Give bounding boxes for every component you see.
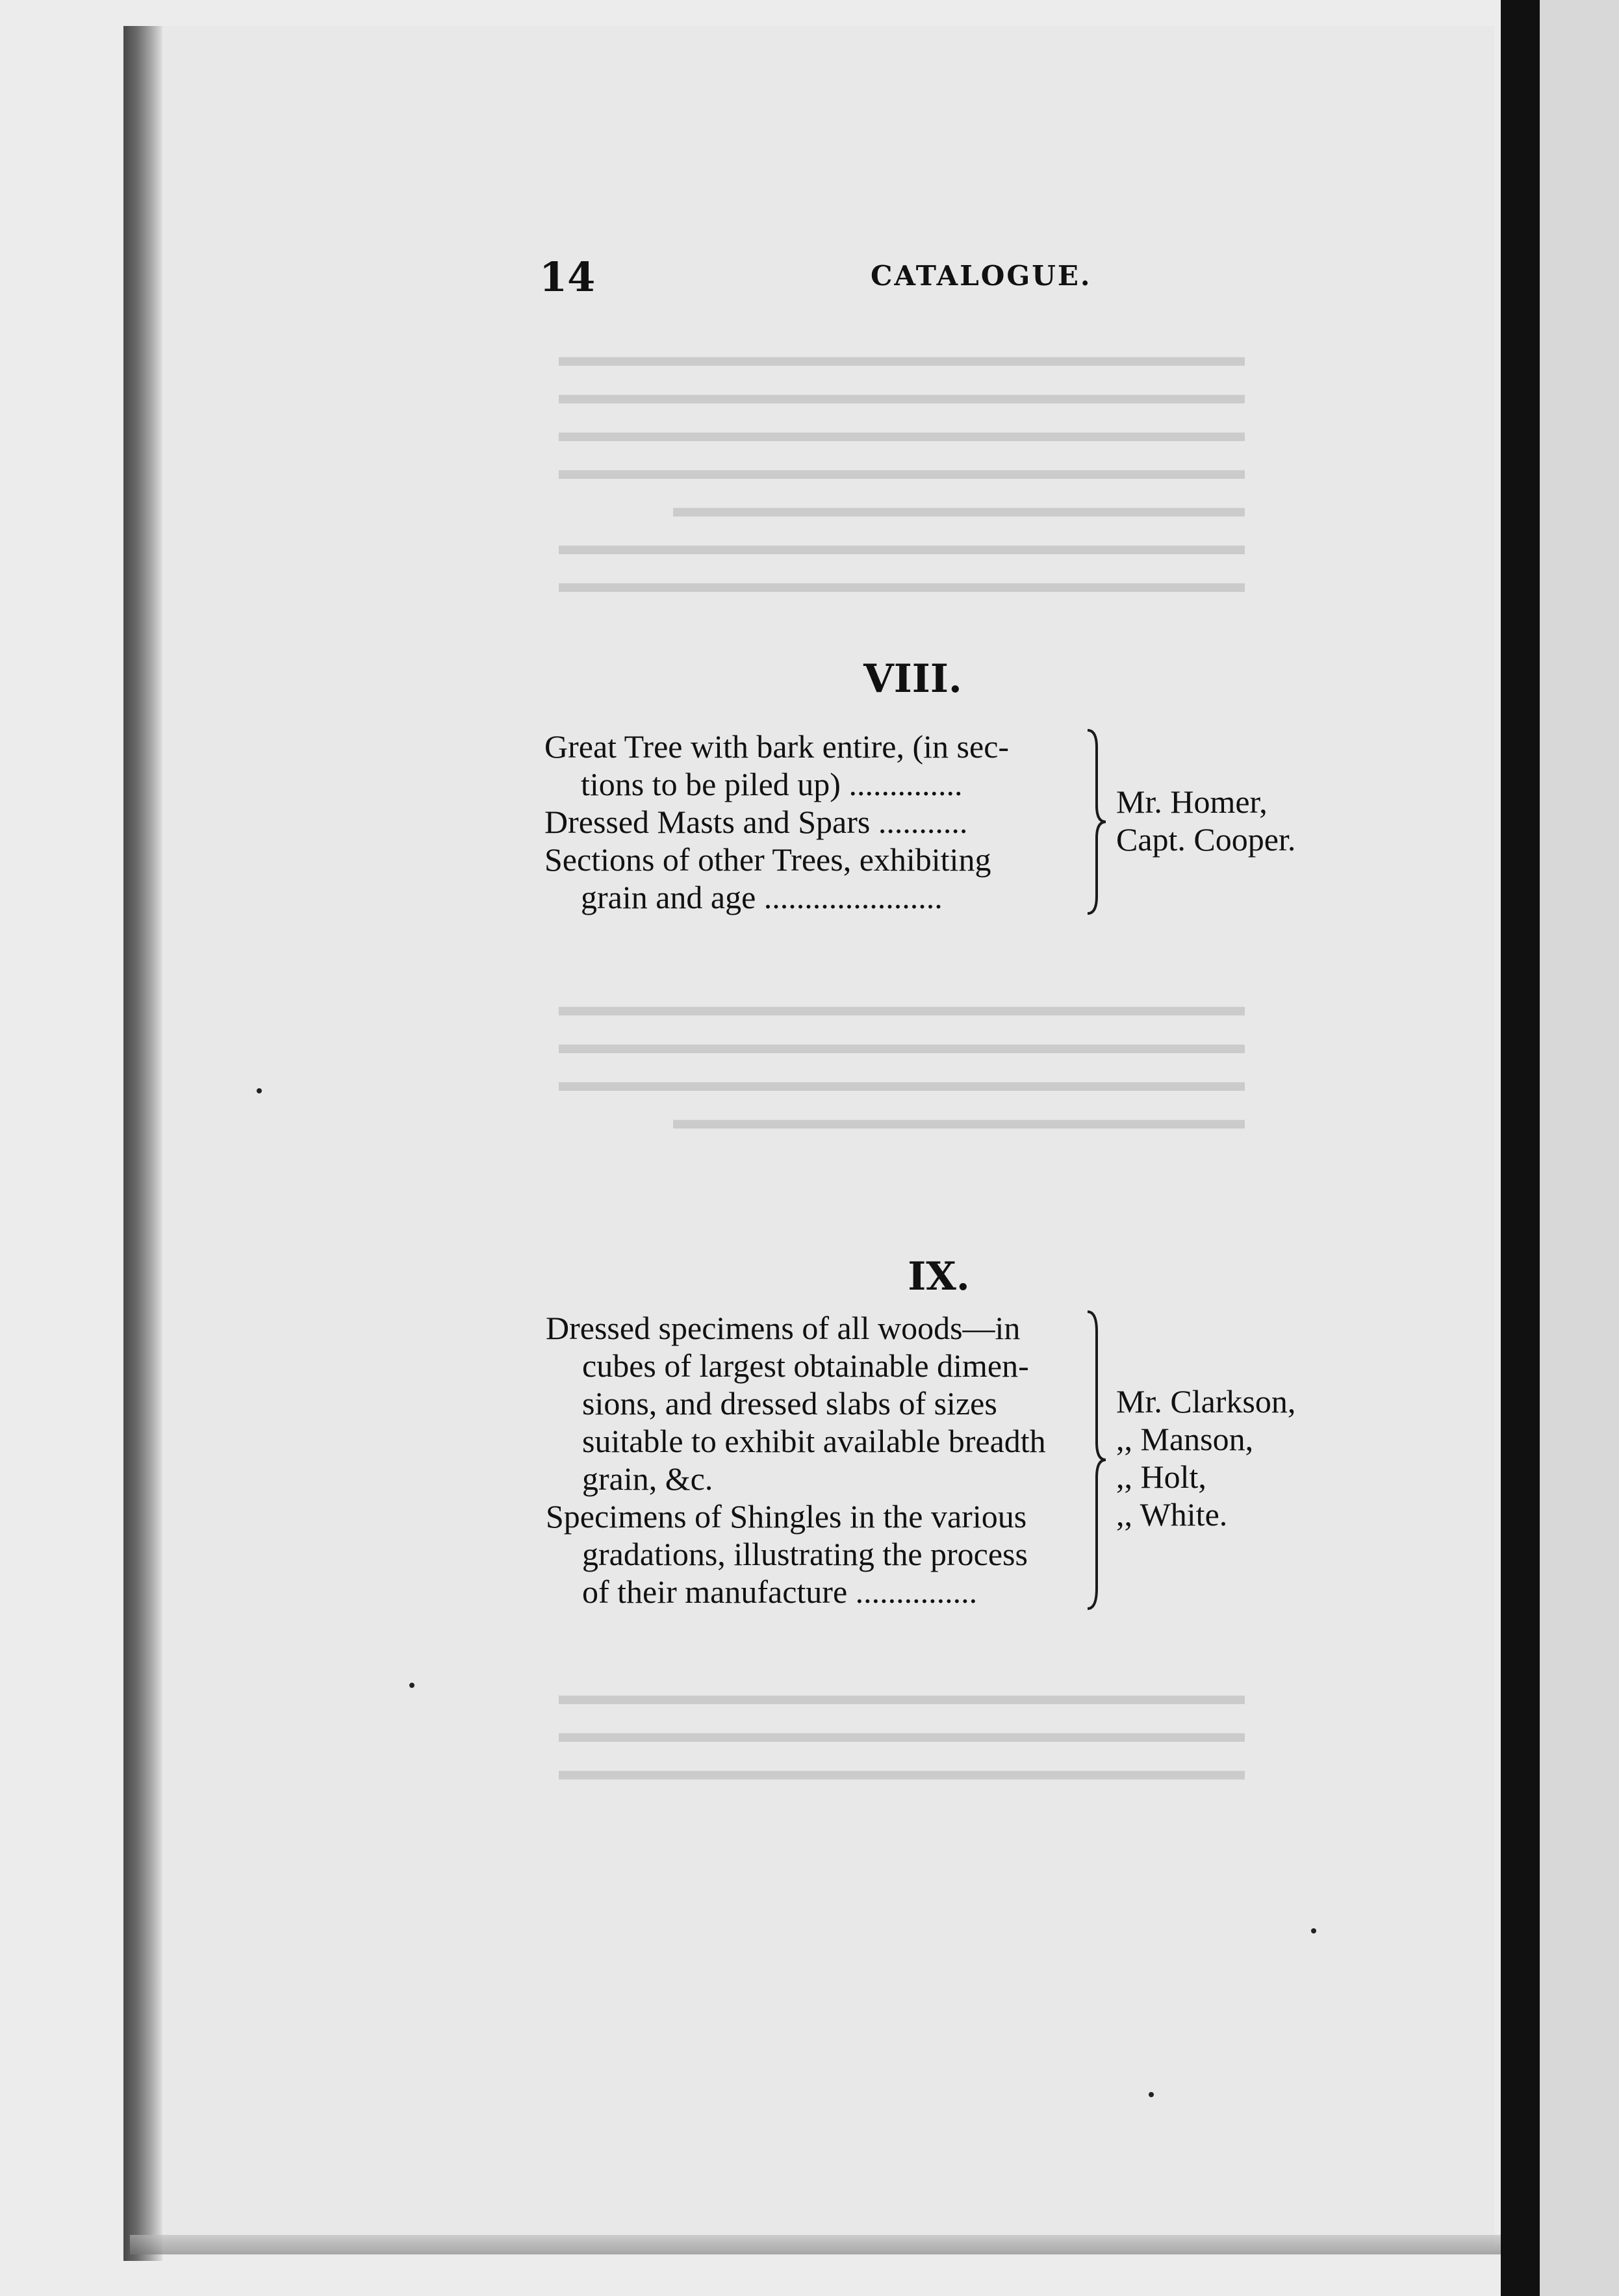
book-gutter-shadow — [123, 26, 162, 2261]
scan-speck — [1149, 2092, 1154, 2097]
section-numeral: VIII. — [863, 656, 962, 702]
exhibitor-name: Capt. Cooper. — [1116, 821, 1296, 858]
entry-line: grain, &c. — [582, 1461, 713, 1497]
scan-speck — [257, 1088, 262, 1093]
entry-line: sions, and dressed slabs of sizes — [582, 1385, 997, 1422]
entry-line: cubes of largest obtainable dimen- — [582, 1347, 1029, 1384]
page-edge-shadow — [1501, 0, 1540, 2296]
exhibitor-name: ,, Holt, — [1116, 1459, 1206, 1495]
entry-line: suitable to exhibit available breadth — [582, 1423, 1046, 1459]
entry-line: of their manufacture ............... — [582, 1574, 978, 1610]
entry-line: gradations, illustrating the process — [582, 1536, 1028, 1572]
entry-line: Great Tree with bark entire, (in sec- — [544, 728, 1010, 765]
page-header — [539, 253, 1319, 305]
exhibitor-name: ,, White. — [1116, 1496, 1228, 1533]
entry-line: Sections of other Trees, exhibiting — [544, 841, 991, 878]
exhibitor-names — [1116, 783, 1295, 858]
entry-line: Dressed specimens of all woods—in — [546, 1310, 1021, 1346]
bleed-through-text: ▬▬▬▬▬▬▬▬▬▬▬▬▬▬▬▬▬▬▬▬▬▬▬▬ ▬▬▬▬▬▬▬▬▬▬▬▬▬▬▬▬▬▬▬▬▬▬▬▬ ▬▬▬▬▬▬▬▬▬▬▬▬▬▬▬▬▬▬▬▬▬▬▬▬ ▬▬▬▬▬▬▬▬▬▬▬▬▬▬▬▬▬▬▬▬▬▬▬▬ ▬▬▬▬▬▬▬▬▬▬▬▬▬▬▬▬▬▬▬▬ ▬▬▬▬▬▬▬▬▬▬▬▬▬▬▬▬▬▬▬▬▬▬▬▬ ▬▬▬▬▬▬▬▬▬▬▬▬▬▬▬▬▬▬▬▬▬▬▬▬ — [559, 340, 1245, 598]
entry-line: tions to be piled up) .............. — [581, 766, 963, 802]
section-entries — [544, 728, 1084, 916]
entry-line: Dressed Masts and Spars ........... — [544, 804, 968, 840]
brace — [1084, 728, 1110, 916]
running-head: CATALOGUE. — [871, 260, 1092, 292]
next-page-strip — [1540, 0, 1619, 2296]
brace — [1084, 1309, 1110, 1611]
exhibitor-name: Mr. Clarkson, — [1116, 1383, 1296, 1420]
scan-speck — [409, 1683, 414, 1688]
bleed-through-text: ▬▬▬▬▬▬▬▬▬▬▬▬▬▬▬▬▬▬▬▬▬▬▬▬ ▬▬▬▬▬▬▬▬▬▬▬▬▬▬▬▬▬▬▬▬▬▬▬▬ ▬▬▬▬▬▬▬▬▬▬▬▬▬▬▬▬▬▬▬▬▬▬▬▬ ▬▬▬▬▬▬▬▬▬▬▬▬▬▬▬▬▬▬▬▬ — [559, 990, 1245, 1135]
entry-line: Specimens of Shingles in the various — [546, 1498, 1027, 1535]
section-numeral: IX. — [908, 1254, 970, 1299]
page-bottom-shadow — [130, 2235, 1501, 2254]
exhibitor-name: Mr. Homer, — [1116, 784, 1268, 820]
section-entries — [546, 1309, 1085, 1611]
bleed-through-text: ▬▬▬▬▬▬▬▬▬▬▬▬▬▬▬▬▬▬▬▬▬▬▬▬ ▬▬▬▬▬▬▬▬▬▬▬▬▬▬▬▬▬▬▬▬▬▬▬▬ ▬▬▬▬▬▬▬▬▬▬▬▬▬▬▬▬▬▬▬▬▬▬▬▬ — [559, 1679, 1245, 1786]
exhibitor-names — [1116, 1383, 1295, 1533]
scan-speck — [1311, 1928, 1316, 1933]
exhibitor-name: ,, Manson, — [1116, 1421, 1254, 1457]
page-number: 14 — [539, 253, 596, 301]
entry-line: grain and age ...................... — [581, 879, 943, 915]
